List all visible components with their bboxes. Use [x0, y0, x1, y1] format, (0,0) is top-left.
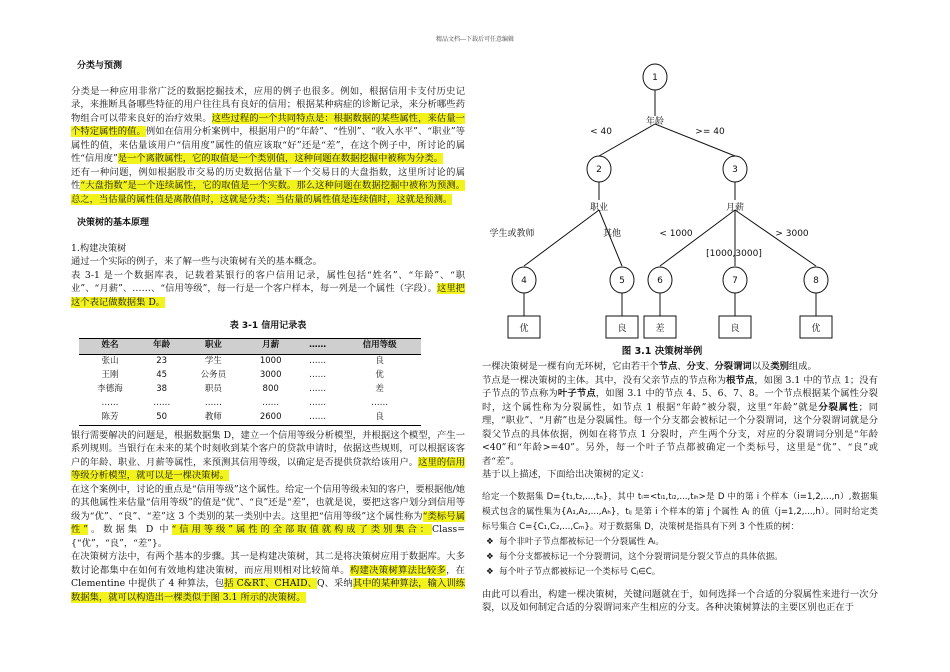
table-cell: 800	[262, 383, 279, 394]
table-header-cell: 信用等级	[338, 338, 421, 354]
table-cell: 公务员	[200, 369, 227, 380]
definition-bullet: ❖ 每个非叶子节点都被标记一个分裂属性 Aᵢ。	[486, 536, 665, 547]
split-attribute-label: 月薪	[725, 203, 745, 213]
table-cell: 王刚	[101, 369, 119, 380]
table-cell: 3000	[259, 369, 282, 380]
table-row	[79, 411, 421, 426]
leaf-class-label: 优	[811, 324, 821, 334]
table-cell: 45	[156, 369, 168, 380]
tree-node-label: 5	[619, 276, 625, 286]
table-header-cell: 职业	[182, 338, 244, 354]
table-cell: 陈芳	[79, 411, 141, 426]
tree-node-label: 6	[657, 276, 663, 286]
edge-label: < 1000	[659, 229, 693, 239]
table-header-cell: 年龄	[141, 338, 182, 354]
paragraph-bank-problem: 银行需要解决的问题是，根据数据集 D，建立一个信用等级分析模型，并根据这个模型，产生一系列规则。当银行在未来的某个时刻收到某个客户的贷款申请时，依据这些规则，可以根据该客户的年龄、职业、月薪等属性，来预测其信用等级，以确定是否提供贷款给该用户。这里的信用等级分析模型，就可以是一棵决策树。	[71, 429, 465, 481]
table-row	[79, 369, 421, 383]
paragraph-algorithms: 在决策树方法中，有两个基本的步骤。其一是构建决策树，其二是将决策树应用于数据库。大多数讨论都集中在如何有效地构建决策树，而应用则相对比较简单。构建决策树算法比较多，在 Clementine 中提供了 4 种算法，包括 C&RT、CHAID、Q、采纳其中的某种算法，输入训练数据集，就可以构造出一棵类似于图 3.1 所示的决策树。	[71, 551, 465, 603]
table-header-cell: ……	[297, 338, 338, 354]
table-cell: ……	[297, 411, 338, 426]
table-cell: 李德海	[97, 383, 123, 394]
table-cell: 职员	[204, 383, 222, 394]
edge-label: > 3000	[775, 229, 809, 239]
table-row	[79, 383, 421, 397]
table-header-cell: 姓名	[79, 338, 141, 354]
table-cell: 良	[338, 411, 421, 426]
table-cell: ……	[309, 397, 327, 408]
table-cell: 良	[375, 355, 384, 366]
table-cell: 23	[156, 355, 168, 366]
leaf-class-label: 良	[730, 324, 740, 334]
table-cell: 38	[156, 383, 168, 394]
tree-node-label: 7	[732, 276, 738, 286]
decision-tree-figure	[482, 58, 882, 358]
definition-bullet: ❖ 每个叶子节点都被标记一个类标号 Cⱼ∈C。	[486, 566, 661, 577]
table-header-row	[79, 338, 421, 354]
paragraph-node-definition: 节点是一棵决策树的主体。其中，没有父亲节点的节点称为根节点，如图 3.1 中的节点 1；没有子节点的节点称为叶子节点，如图 3.1 中的节点 4、5、6、7、8。一个节点根据某个属性分裂时，这个属性称为分裂属性，如节点 1 根据“年龄”被分裂，这里“年龄”就是分裂属性；同理，“职业”、“月薪”也是分裂属性。每一个分支都会被标记一个分裂谓词，这个分裂谓词就是分裂父节点的具体依据，例如在将节点 1 分裂时，产生两个分支，对应的分裂谓词分别是“年龄<40”和“年龄>=40”。另外，每一个叶子节点都被确定一个类标号，这里是“优”、“良”或者“差”。	[482, 374, 878, 467]
section-title-classification: 分类与预测	[77, 61, 123, 71]
table-cell: 1000	[259, 355, 282, 366]
credit-record-table	[79, 338, 421, 426]
tree-node-label: 4	[521, 276, 527, 286]
table-cell: ……	[371, 397, 389, 408]
table-cell: ……	[204, 397, 222, 408]
table-cell: ……	[101, 397, 119, 408]
table-cell: ……	[153, 397, 171, 408]
table-cell: ……	[309, 369, 327, 380]
leaf-class-label: 良	[617, 324, 627, 334]
page-header: 精品文档---下载后可任意编辑	[435, 36, 515, 43]
definition-text: 给定一个数据集 D={t₁,t₂,...,tₙ}，其中 tᵢ=<tᵢ₁,tᵢ₂,...,tᵢₕ>是 D 中的第 i 个样本（i=1,2,...,n）,数据集模式包含的属性集为{A₁,A₂,...,Aₕ}，tᵢⱼ 是第 i 个样本的第 j 个属性 Aⱼ 的值（j=1,2,...,h）。同时给定类标号集合 C={C₁,C₂,...,Cₘ}。对于数据集 D，决策树是指具有下列 3 个性质的树：	[482, 491, 878, 532]
split-attribute-label: 年龄	[645, 117, 665, 127]
paragraph-tree-components: 一棵决策树是一棵有向无环树，它由若干个节点、分支、分裂谓词以及类别组成。	[482, 361, 817, 372]
edge-label: [1000,3000]	[706, 249, 762, 259]
table-cell: 学生	[204, 355, 222, 366]
table-cell: 2600	[244, 411, 297, 426]
left-column	[71, 60, 465, 604]
leaf-class-label: 差	[655, 324, 665, 334]
edge-label: >= 40	[695, 127, 725, 137]
table-cell: ……	[262, 397, 280, 408]
table-cell: 教师	[182, 411, 244, 426]
tree-node-label: 8	[813, 276, 819, 286]
paragraph-class-label: 在这个案例中，讨论的重点是“信用等级”这个属性。给定一个信用等级未知的客户，要根据他/她的其他属性来估量“信用等级”的值是“优”、“良”还是“差”，也就是说，要把这客户划分到信用等级为“优”、“良”、“差”这 3 个类别的某一类别中去。这里把“信用等级”这个属性称为“类标号属性”。数据集 D 中“信用等级”属性的全部取值就构成了类别集合：Class={“优”，“良”，“差”}。	[71, 483, 465, 549]
right-column	[482, 360, 878, 615]
paragraph-dataset: 表 3-1 是一个数据库表，记载着某银行的客户信用记录，属性包括“姓名”、“年龄”、“职业”、“月薪”、……、“信用等级”，每一行是一个客户样本，每一列是一个属性（字段）。这里把这个表记做数据集 D。	[71, 269, 465, 308]
edge-label: 学生或教师	[489, 229, 535, 239]
edge-label: 其他	[602, 229, 622, 239]
paragraph-classification: 分类是一种应用非常广泛的数据挖掘技术，应用的例子也很多。例如，根据信用卡支付历史记录，来推断具备哪些特征的用户往往具有良好的信用；根据某种病症的诊断记录，来分析哪些药物组合可以带来良好的治疗效果。这些过程的一个共同特点是：根据数据的某些属性，来估量一个特定属性的值。例如在信用分析案例中，根据用户的“年龄”、“性别”、“收入水平”、“职业”等属性的值，来估量该用户“信用度”属性的值应该取“好”还是“差”，在这个例子中，所讨论的属性“信用度”是一个离散属性，它的取值是一个类别值，这种问题在数据挖掘中被称为分类。	[71, 85, 465, 164]
table-cell: 张山	[101, 355, 119, 366]
table-cell: 差	[375, 383, 384, 394]
definition-bullet: ❖ 每个分支都被标记一个分裂谓词，这个分裂谓词是分裂父节点的具体依据。	[486, 551, 783, 562]
table-header-cell: 月薪	[244, 338, 297, 354]
paragraph-prediction: 还有一种问题，例如根据股市交易的历史数据估量下一个交易日的大盘指数，这里所讨论的属性“大盘指数”是一个连续属性，它的取值是一个实数。那么这种问题在数据挖掘中被称为预测。总之，当估量的属性值是离散值时，这就是分类；当估量的属性值是连续值时，这就是预测。	[71, 166, 465, 205]
figure-caption: 图 3.1 决策树举例	[621, 346, 703, 357]
table-row	[79, 354, 421, 369]
table-caption: 表 3-1 信用记录表	[229, 321, 307, 331]
tree-node-label: 2	[596, 165, 602, 175]
subsection-build-tree: 1.构建决策树	[71, 242, 127, 254]
paragraph-definition-intro: 基于以上描述，下面给出决策树的定义：	[482, 469, 650, 480]
section-title-decision-tree: 决策树的基本原理	[77, 218, 150, 228]
tree-node-label: 1	[652, 73, 658, 83]
table-cell: 50	[141, 411, 182, 426]
leaf-class-label: 优	[519, 324, 529, 334]
paragraph-conclusion: 由此可以看出，构建一棵决策树，关键问题就在于，如何选择一个合适的分裂属性来进行一次分裂，以及如何制定合适的分裂谓词来产生相应的分支。各种决策树算法的主要区别也正在于	[482, 588, 878, 613]
table-cell: ……	[309, 383, 327, 394]
table-cell: ……	[309, 355, 327, 366]
table-cell: 优	[375, 369, 384, 380]
split-attribute-label: 职业	[589, 203, 609, 213]
tree-node-label: 3	[732, 165, 738, 175]
paragraph-intro: 通过一个实际的例子，来了解一些与决策树有关的基本概念。	[71, 256, 323, 267]
table-row	[79, 397, 421, 411]
edge-label: < 40	[590, 127, 612, 137]
